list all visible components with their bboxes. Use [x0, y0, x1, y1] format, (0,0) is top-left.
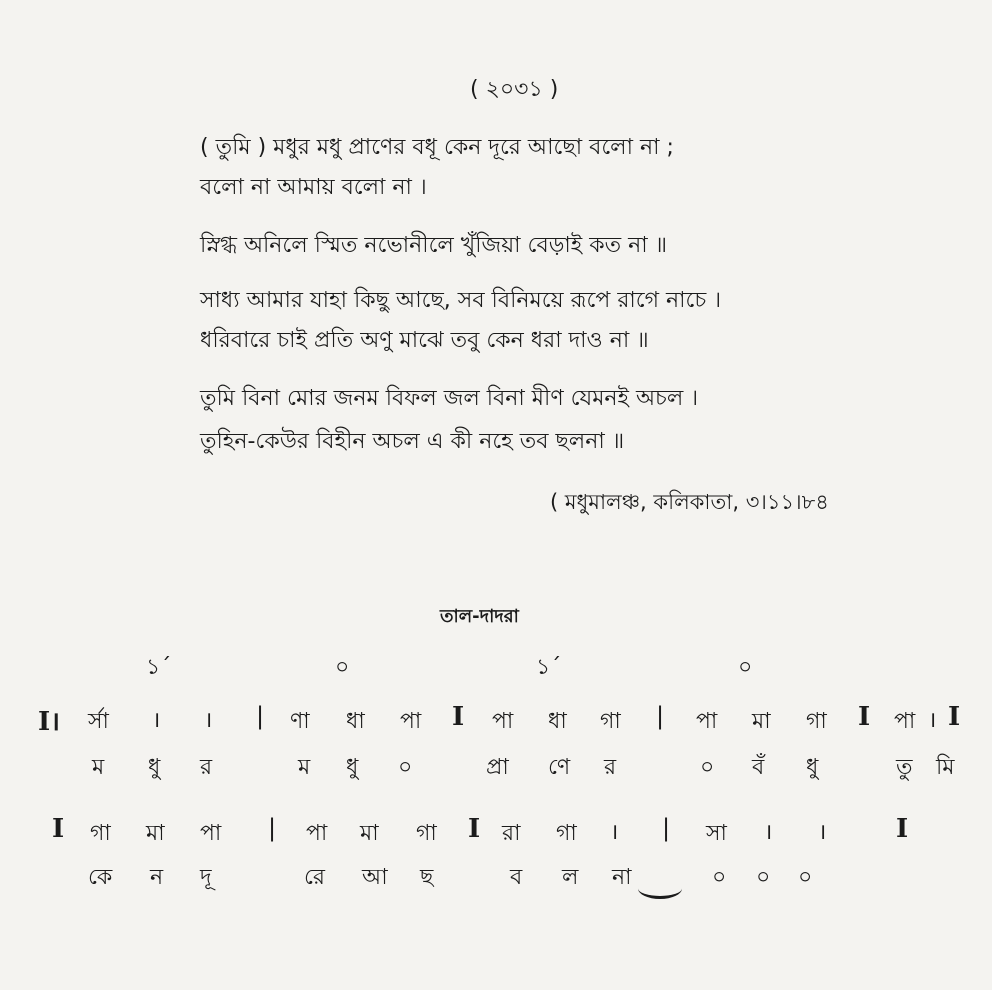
- lyric-line-7: তুহিন-কেউর বিহীন অচল এ কী নহে তব ছলনা ॥: [200, 429, 625, 454]
- lyric-syllable: বঁ: [752, 755, 765, 780]
- lyric-line-2: বলো না আমায় বলো না ।: [200, 175, 427, 200]
- lyric-syllable: ০: [700, 755, 715, 780]
- swara-note: ।: [818, 820, 827, 845]
- notation-barline: |: [256, 702, 265, 730]
- swara-note: পা: [492, 709, 514, 734]
- notation-barline: I: [896, 814, 909, 844]
- notation-barline: I: [948, 702, 961, 732]
- notation-barline: I: [452, 702, 465, 732]
- beat-mark-4: ০: [738, 655, 753, 680]
- swara-note: ।: [610, 820, 619, 845]
- lyric-syllable: কে: [88, 865, 113, 890]
- lyric-syllable: দূ: [200, 865, 212, 890]
- lyric-syllable: ণে: [548, 755, 571, 780]
- lyric-syllable: মি: [936, 755, 955, 780]
- swara-note: গা: [600, 709, 621, 734]
- lyric-syllable: প্রা: [486, 755, 509, 780]
- swara-note: মা: [146, 821, 165, 846]
- beat-mark-1: ১´: [146, 655, 172, 680]
- notation-barline: |: [268, 814, 277, 842]
- lyric-syllable: ধু: [346, 755, 359, 780]
- lyric-syllable: ল: [562, 865, 579, 890]
- swara-note: গা: [556, 821, 577, 846]
- source-note: ( মধুমালঞ্চ, কলিকাতা, ৩।১১।৮৪: [550, 490, 829, 514]
- swara-note: ।: [204, 708, 213, 733]
- swara-note: মা: [360, 821, 379, 846]
- lyric-line-4: সাধ্য আমার যাহা কিছু আছে, সব বিনিময়ে রূপে রাগে নাচে ।: [200, 288, 722, 313]
- lyric-syllable: ০: [398, 755, 413, 780]
- beat-mark-3: ১´: [536, 655, 562, 680]
- swara-note: র্সা: [88, 709, 109, 734]
- lyric-syllable: ম: [92, 755, 105, 780]
- lyric-syllable: ম: [298, 755, 311, 780]
- lyric-syllable: আ: [362, 865, 388, 890]
- swara-note: পা: [306, 821, 328, 846]
- notation-barline: I: [468, 814, 481, 844]
- lyric-syllable: তু: [896, 755, 913, 780]
- lyric-line-1: ( তুমি ) মধুর মধু প্রাণের বধূ কেন দূরে আছো বলো না ;: [200, 135, 674, 160]
- lyric-syllable: ন: [150, 865, 164, 890]
- swara-note: গা: [416, 821, 437, 846]
- beat-mark-2: ০: [335, 655, 350, 680]
- tala-heading: তাল-দাদরা: [440, 606, 519, 627]
- swara-note: ধা: [346, 709, 365, 734]
- swara-note: গা: [806, 709, 827, 734]
- lyric-syllable: র: [604, 755, 617, 780]
- lyric-syllable: ছ: [420, 865, 434, 890]
- lyric-line-5: ধরিবারে চাই প্রতি অণু মাঝে তবু কেন ধরা দাও না ॥: [200, 328, 649, 353]
- swara-note: পা: [400, 709, 422, 734]
- notation-barline: I: [52, 814, 65, 844]
- swara-note: রা: [502, 821, 521, 846]
- lyric-line-3: স্নিগ্ধ অনিলে স্মিত নভোনীলে খুঁজিয়া বেড়াই কত না ॥: [200, 233, 668, 258]
- swara-note: ণা: [290, 709, 310, 734]
- swara-note: গা: [90, 821, 111, 846]
- lyric-syllable: ধু: [148, 755, 161, 780]
- lyric-syllable: ০: [756, 865, 771, 890]
- swara-note: পা: [200, 821, 222, 846]
- lyric-syllable: ০: [712, 865, 727, 890]
- swara-note: সা: [706, 821, 727, 846]
- slur-mark: [638, 878, 682, 899]
- lyric-syllable: রে: [304, 865, 326, 890]
- swara-note: মা: [752, 709, 771, 734]
- lyric-syllable: ০: [798, 865, 813, 890]
- song-number: ( ২০৩১ ): [470, 77, 559, 102]
- swara-note: পা: [894, 709, 916, 734]
- lyric-syllable: ব: [510, 865, 523, 890]
- notation-barline: |: [656, 702, 665, 730]
- swara-note: ।: [764, 820, 773, 845]
- notation-barline: I: [858, 702, 871, 732]
- notation-barline: |: [662, 814, 671, 842]
- lyric-syllable: না: [612, 865, 632, 890]
- swara-note: ।: [928, 708, 937, 733]
- lyric-line-6: তুমি বিনা মোর জনম বিফল জল বিনা মীণ যেমনই অচল ।: [200, 386, 699, 411]
- swara-note: পা: [696, 709, 718, 734]
- swara-note: ।: [152, 708, 161, 733]
- swara-note: ধা: [548, 709, 567, 734]
- lyric-syllable: ধু: [806, 755, 819, 780]
- lyric-syllable: র: [200, 755, 213, 780]
- notation-barline: I।: [38, 707, 61, 737]
